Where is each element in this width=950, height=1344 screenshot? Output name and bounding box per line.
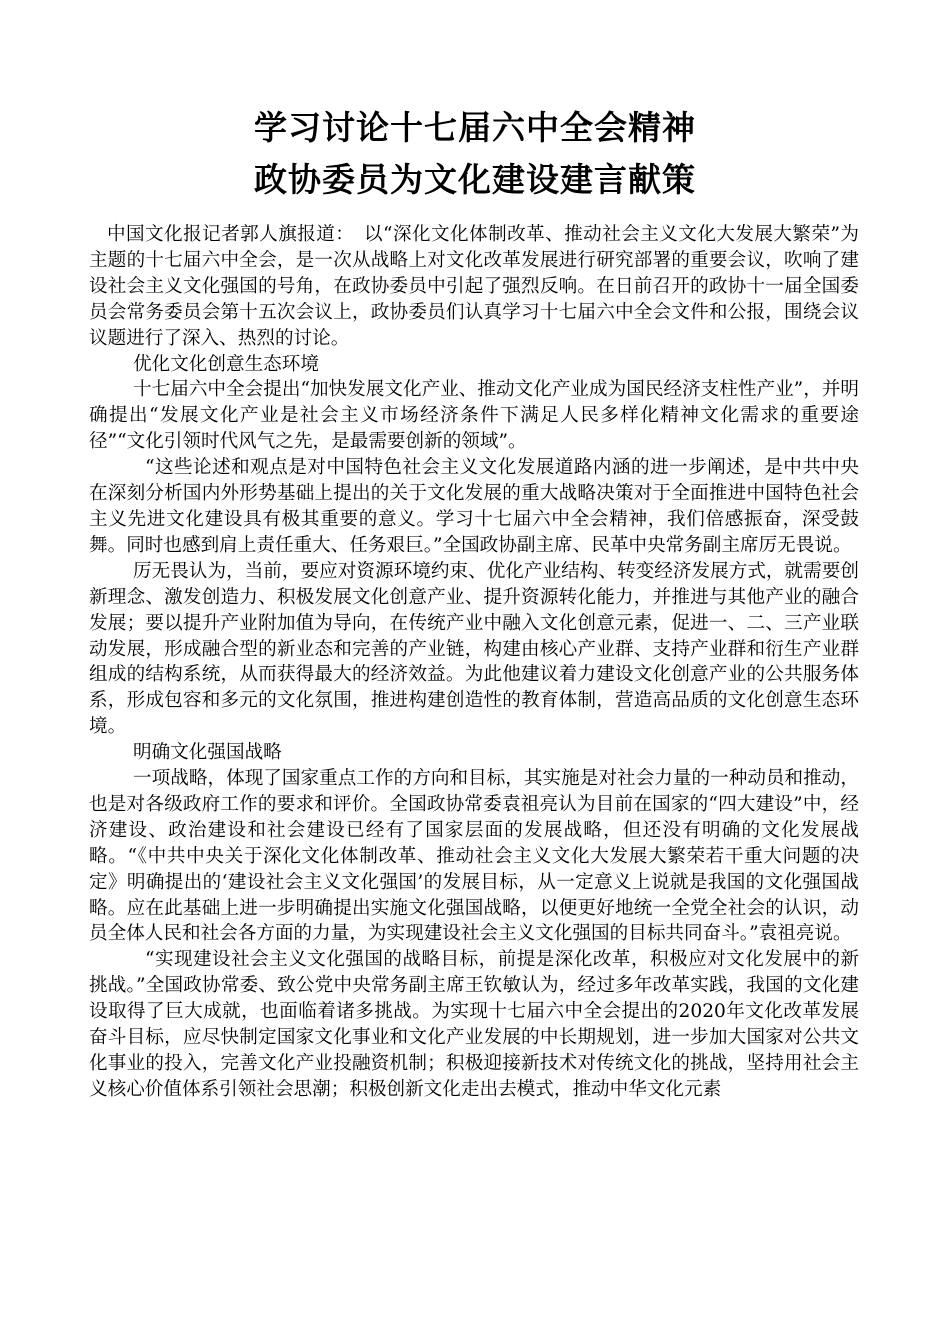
body-paragraph: “实现建设社会主义文化强国的战略目标，前提是深化改革，积极应对文化发展中的新挑战。”全国政协常委、致公党中央常务副主席王钦敏认为，经过多年改革实践，我国的文化建设取得了巨大成就，也面临着诸多挑战。为实现十七届六中全会提出的2020年文化改革发展奋斗目标，应尽快制定国家文化事业和文化产业发展的中长期规划，进一步加大国家对公共文化事业的投入，完善文化产业投融资机制；积极迎接新技术对传统文化的挑战，坚持用社会主义核心价值体系引领社会思潮；积极创新文化走出去模式，推动中华文化元素 — [89, 949, 859, 1100]
lead-paragraph: 中国文化报记者郭人旗报道： 以“深化文化体制改革、推动社会主义文化大发展大繁荣”为主题的十七届六中全会，是一次从战略上对文化改革发展进行研究部署的重要会议，吹响了建设社会主义文化强国的号角，在政协委员中引起了强烈反响。在日前召开的政协十一届全国委员会常务委员会第十五次会议上，政协委员们认真学习十七届六中全会文件和公报，围绕会议议题进行了深入、热烈的讨论。 — [89, 224, 859, 349]
article-title-line-1: 学习讨论十七届六中全会精神 — [254, 108, 696, 147]
section-heading-creative-ecology: 优化文化创意生态环境 — [133, 353, 319, 375]
body-paragraph: 十七届六中全会提出“加快发展文化产业、推动文化产业成为国民经济支柱性产业”，并明确提出“发展文化产业是社会主义市场经济条件下满足人民多样化精神文化需求的重要途径”“文化引领时代风气之先，是最需要创新的领域”。 — [89, 379, 859, 453]
section-heading-culture-strategy: 明确文化强国战略 — [133, 742, 282, 764]
article-body — [89, 222, 859, 1103]
article-title-line-2: 政协委员为文化建设建言献策 — [254, 160, 696, 199]
body-paragraph: 厉无畏认为，当前，要应对资源环境约束、优化产业结构、转变经济发展方式，就需要创新理念、激发创造力、积极发展文化创意产业、提升资源转化能力，并推进与其他产业的融合发展；要以提升产业附加值为导向，在传统产业中融入文化创意元素，促进一、二、三产业联动发展，形成融合型的新业态和完善的产业链，构建由核心产业群、支持产业群和衍生产业群组成的结构系统，从而获得最大的经济效益。为此他建议着力建设文化创意产业的公共服务体系，形成包容和多元的文化氛围，推进构建创造性的教育体制，营造高品质的文化创意生态环境。 — [89, 560, 859, 738]
body-paragraph: “这些论述和观点是对中国特色社会主义文化发展道路内涵的进一步阐述，是中共中央在深刻分析国内外形势基础上提出的关于文化发展的重大战略决策对于全面推进中国特色社会主义先进文化建设具有极其重要的意义。学习十七届六中全会精神，我们倍感振奋，深受鼓舞。同时也感到肩上责任重大、任务艰巨。”全国政协副主席、民革中央常务副主席厉无畏说。 — [89, 457, 859, 556]
body-paragraph: 一项战略，体现了国家重点工作的方向和目标，其实施是对社会力量的一种动员和推动，也是对各级政府工作的要求和评价。全国政协常委袁祖亮认为目前在国家的“四大建设”中，经济建设、政治建设和社会建设已经有了国家层面的发展战略，但还没有明确的文化发展战略。“《中共中央关于深化文化体制改革、推动社会主义文化大发展大繁荣若干重大问题的决定》明确提出的‘建设社会主义文化强国’的发展目标，从一定意义上说就是我国的文化强国战略。应在此基础上进一步明确提出实施文化强国战略，以便更好地统一全党全社会的认识，动员全体人民和社会各方面的力量，为实现建设社会主义文化强国的目标共同奋斗。”袁祖亮说。 — [89, 768, 859, 945]
